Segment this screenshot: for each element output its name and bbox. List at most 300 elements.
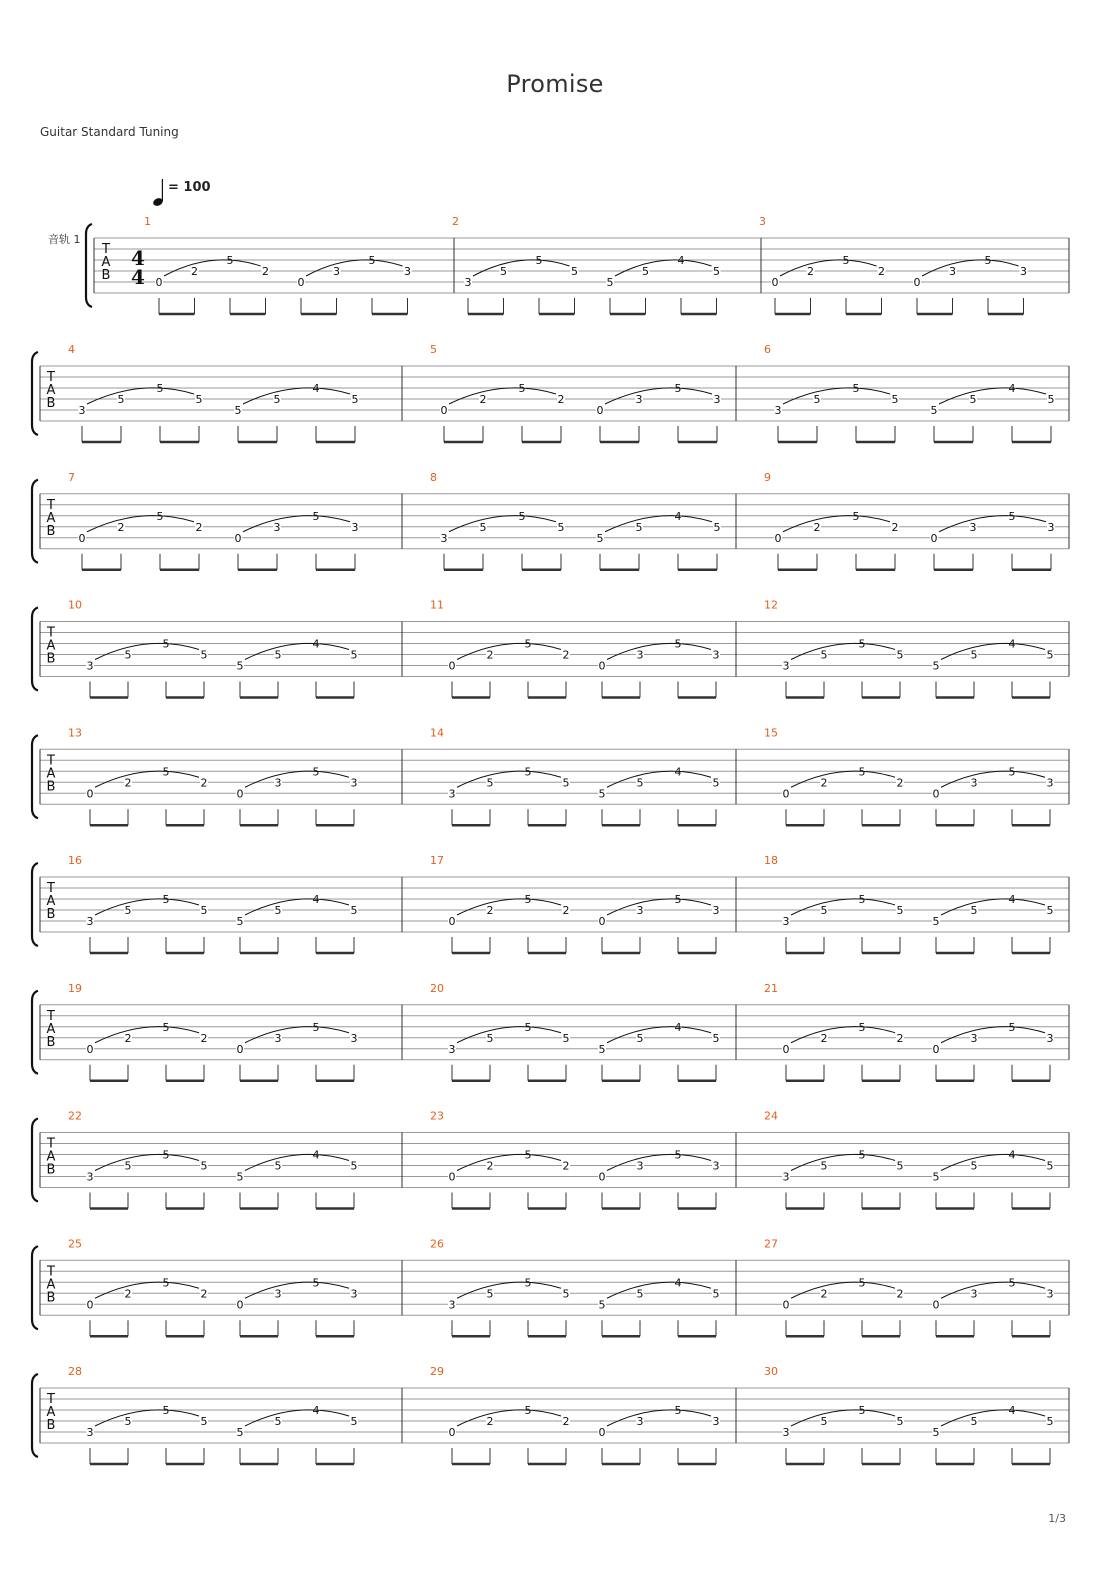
fret-number: 5	[274, 648, 282, 662]
fret-number: 3	[1046, 1287, 1054, 1301]
fret-number: 5	[674, 637, 682, 651]
fret-number: 5	[970, 1159, 978, 1173]
measure-number: 14	[430, 726, 444, 740]
fret-number: 3	[774, 404, 782, 417]
fret-number: 5	[674, 382, 682, 395]
fret-number: 5	[162, 1276, 170, 1290]
fret-number: 5	[312, 509, 320, 523]
fret-number: 5	[312, 1020, 320, 1034]
score-title: Promise	[506, 70, 604, 98]
fret-number: 5	[200, 904, 208, 917]
fret-number: 5	[117, 393, 125, 406]
fret-number: 5	[518, 509, 526, 523]
tab-clef-letter: A	[101, 255, 111, 270]
fret-number: 5	[984, 254, 992, 267]
tab-clef-letter: T	[47, 1136, 55, 1152]
measure	[452, 215, 721, 314]
fret-number: 3	[448, 1298, 456, 1312]
fret-number: 5	[1047, 393, 1055, 406]
tab-clef-letter: B	[46, 396, 56, 411]
fret-number: 5	[162, 1020, 170, 1034]
fret-number: 5	[162, 637, 170, 651]
fret-number: 5	[635, 520, 643, 534]
measure-number: 17	[430, 854, 444, 867]
fret-number: 5	[162, 1148, 170, 1162]
fret-number: 5	[636, 1031, 644, 1045]
fret-number: 3	[78, 404, 86, 417]
slur-arc	[87, 516, 194, 532]
fret-number: 4	[674, 509, 682, 523]
slur-arc	[457, 771, 561, 790]
fret-number: 3	[782, 915, 790, 928]
fret-number: 5	[200, 648, 208, 662]
fret-number: 0	[155, 276, 163, 289]
fret-number: 2	[896, 776, 904, 790]
measure	[68, 1110, 358, 1209]
slur-arc	[245, 643, 349, 659]
fret-number: 5	[852, 509, 860, 523]
measure-number: 27	[764, 1237, 778, 1251]
slur-arc	[791, 899, 895, 915]
slur-arc	[941, 1027, 1045, 1043]
fret-number: 2	[124, 776, 132, 790]
slur-arc	[164, 260, 261, 276]
fret-number: 5	[234, 404, 242, 417]
fret-number: 2	[562, 648, 570, 662]
track-name: 音轨 1	[48, 233, 81, 246]
fret-number: 5	[562, 1287, 570, 1301]
fret-number: 3	[86, 1170, 94, 1184]
measure-number: 10	[68, 598, 82, 612]
slur-arc	[615, 260, 712, 276]
fret-number: 5	[713, 265, 720, 278]
fret-number: 5	[200, 1415, 208, 1428]
fret-number: 3	[636, 648, 644, 662]
staff-system	[32, 343, 1069, 442]
fret-number: 5	[820, 1415, 828, 1428]
fret-number: 5	[674, 1404, 682, 1417]
fret-number: 5	[162, 765, 170, 779]
slur-arc	[449, 516, 556, 532]
fret-number: 2	[486, 1415, 494, 1428]
fret-number: 5	[486, 1287, 494, 1301]
slur-arc	[791, 771, 895, 790]
tab-clef-letter: B	[46, 523, 56, 539]
fret-number: 5	[195, 393, 203, 406]
slur-arc	[607, 1410, 711, 1426]
fret-number: 3	[350, 776, 358, 790]
fret-number: 3	[713, 393, 721, 406]
fret-number: 0	[932, 1298, 940, 1312]
measure-number: 22	[68, 1109, 82, 1123]
fret-number: 3	[274, 776, 282, 790]
fret-number: 2	[807, 265, 814, 278]
fret-number: 4	[312, 893, 320, 906]
slur-arc	[306, 260, 403, 276]
fret-number: 2	[562, 1415, 570, 1428]
slur-arc	[780, 260, 877, 276]
fret-number: 2	[486, 904, 494, 917]
fret-number: 5	[713, 520, 721, 534]
slur-arc	[95, 771, 199, 790]
fret-number: 5	[813, 393, 821, 406]
fret-number: 5	[642, 265, 649, 278]
fret-number: 5	[1008, 509, 1016, 523]
tab-clef-letter: A	[46, 638, 56, 654]
system-bracket	[32, 1246, 38, 1329]
slur-arc	[941, 643, 1045, 659]
fret-number: 3	[782, 1426, 790, 1439]
fret-number: 5	[858, 1020, 866, 1034]
fret-number: 5	[518, 382, 526, 395]
fret-number: 0	[598, 1170, 606, 1184]
measure-number: 9	[764, 470, 771, 484]
slur-arc	[941, 899, 1045, 915]
staff-system	[32, 854, 1069, 953]
fret-number: 4	[312, 1404, 320, 1417]
slur-arc	[95, 1027, 199, 1043]
fret-number: 5	[896, 904, 904, 917]
fret-number: 5	[932, 1426, 940, 1439]
fret-number: 5	[162, 893, 170, 906]
slur-arc	[791, 643, 895, 659]
fret-number: 5	[932, 1170, 940, 1184]
tab-clef-letter: T	[47, 497, 55, 513]
fret-number: 2	[896, 1287, 904, 1301]
measure	[68, 854, 358, 953]
fret-number: 3	[350, 1031, 358, 1045]
fret-number: 0	[78, 531, 86, 545]
fret-number: 5	[712, 776, 720, 790]
fret-number: 3	[1020, 265, 1027, 278]
fret-number: 3	[86, 1426, 94, 1439]
slur-arc	[607, 771, 711, 790]
fret-number: 0	[86, 787, 94, 801]
fret-number: 3	[712, 648, 720, 662]
fret-number: 5	[274, 904, 282, 917]
measure-number: 29	[430, 1365, 444, 1378]
fret-number: 0	[598, 915, 606, 928]
fret-number: 2	[200, 776, 208, 790]
fret-number: 5	[273, 393, 281, 406]
fret-number: 5	[636, 776, 644, 790]
measure	[759, 215, 1028, 314]
measure	[764, 343, 1055, 442]
fret-number: 0	[448, 1426, 456, 1439]
fret-number: 0	[440, 404, 448, 417]
tab-clef-letter: A	[46, 894, 56, 909]
measure-number: 11	[430, 598, 444, 612]
fret-number: 0	[448, 915, 456, 928]
staff-system	[32, 599, 1069, 698]
measure-number: 23	[430, 1109, 444, 1123]
fret-number: 4	[312, 382, 320, 395]
fret-number: 3	[969, 520, 977, 534]
tab-clef-letter: A	[46, 1405, 56, 1420]
fret-number: 3	[1046, 776, 1054, 790]
fret-number: 5	[524, 637, 532, 651]
fret-number: 5	[858, 1276, 866, 1290]
slur-arc	[941, 1282, 1045, 1301]
fret-number: 2	[562, 904, 570, 917]
fret-number: 5	[969, 393, 977, 406]
staff-system	[32, 982, 1069, 1081]
slur-arc	[245, 771, 349, 790]
measure	[764, 726, 1054, 825]
fret-number: 5	[236, 915, 244, 928]
fret-number: 5	[820, 648, 828, 662]
tuning-label: Guitar Standard Tuning	[40, 125, 179, 139]
measure	[68, 599, 358, 698]
slur-arc	[791, 1027, 895, 1043]
slur-arc	[607, 1027, 711, 1043]
fret-number: 5	[858, 637, 866, 651]
fret-number: 0	[448, 1170, 456, 1184]
fret-number: 5	[312, 1276, 320, 1290]
system-bracket	[32, 1119, 38, 1202]
fret-number: 5	[896, 648, 904, 662]
fret-number: 5	[1046, 904, 1054, 917]
tab-clef-letter: T	[47, 1264, 55, 1280]
measure	[764, 982, 1054, 1081]
measure	[68, 1237, 358, 1336]
measure-number: 6	[764, 343, 771, 356]
measure-number: 12	[764, 598, 778, 612]
fret-number: 0	[598, 659, 606, 673]
staff-system	[32, 726, 1069, 825]
fret-number: 5	[636, 1287, 644, 1301]
slur-arc	[245, 1282, 349, 1301]
measure	[68, 982, 358, 1081]
measure-number: 18	[764, 854, 778, 867]
measure	[68, 471, 359, 570]
slur-arc	[783, 388, 890, 404]
fret-number: 5	[598, 1042, 606, 1056]
slur-arc	[605, 516, 712, 532]
fret-number: 4	[312, 637, 320, 651]
measure-number: 8	[430, 470, 437, 484]
fret-number: 5	[598, 1298, 606, 1312]
fret-number: 5	[820, 904, 828, 917]
fret-number: 5	[350, 1415, 358, 1428]
fret-number: 3	[351, 520, 359, 534]
fret-number: 4	[1008, 637, 1016, 651]
fret-number: 3	[712, 1159, 720, 1173]
slur-arc	[457, 1027, 561, 1043]
fret-number: 3	[636, 1159, 644, 1173]
tab-clef-letter: B	[101, 268, 111, 283]
fret-number: 3	[970, 1031, 978, 1045]
fret-number: 5	[858, 1404, 866, 1417]
slur-arc	[245, 1154, 349, 1170]
fret-number: 3	[274, 1287, 282, 1301]
staff-system	[32, 1365, 1069, 1464]
fret-number: 5	[124, 1159, 132, 1173]
page-number: 1/3	[1048, 1512, 1066, 1525]
tab-clef-letter: B	[46, 1162, 56, 1178]
fret-number: 2	[124, 1287, 132, 1301]
slur-arc	[939, 516, 1046, 532]
tab-clef-letter: T	[47, 1008, 55, 1024]
fret-number: 5	[226, 254, 234, 267]
fret-number: 2	[896, 1031, 904, 1045]
fret-number: 2	[262, 265, 269, 278]
fret-number: 0	[596, 404, 604, 417]
slur-arc	[457, 1154, 561, 1170]
fret-number: 3	[86, 659, 94, 673]
fret-number: 5	[350, 648, 358, 662]
fret-number: 2	[200, 1031, 208, 1045]
slur-arc	[791, 1410, 895, 1426]
fret-number: 5	[124, 904, 132, 917]
fret-number: 2	[195, 520, 203, 534]
fret-number: 0	[932, 787, 940, 801]
fret-number: 5	[858, 1148, 866, 1162]
slur-arc	[95, 1410, 199, 1426]
fret-number: 5	[562, 1031, 570, 1045]
measure	[430, 599, 720, 698]
fret-number: 5	[200, 1159, 208, 1173]
slur-arc	[791, 1282, 895, 1301]
measure-number: 1	[144, 215, 151, 228]
fret-number: 5	[162, 1404, 170, 1417]
fret-number: 0	[448, 659, 456, 673]
measure-number: 2	[452, 215, 459, 228]
tab-clef-letter: T	[47, 753, 55, 769]
fret-number: 0	[236, 787, 244, 801]
fret-number: 0	[86, 1042, 94, 1056]
fret-number: 5	[350, 1159, 358, 1173]
fret-number: 2	[200, 1287, 208, 1301]
fret-number: 2	[820, 1031, 828, 1045]
measure-number: 21	[764, 981, 778, 995]
tab-clef-letter: T	[47, 1392, 55, 1407]
measure	[764, 1110, 1054, 1209]
fret-number: 5	[486, 1031, 494, 1045]
measure	[430, 726, 720, 825]
fret-number: 5	[236, 1170, 244, 1184]
fret-number: 5	[1046, 1159, 1054, 1173]
fret-number: 3	[86, 915, 94, 928]
measure-number: 4	[68, 343, 75, 356]
measure-number: 28	[68, 1365, 82, 1378]
slur-arc	[243, 388, 350, 404]
fret-number: 5	[1008, 1020, 1016, 1034]
slur-arc	[457, 1282, 561, 1301]
system-bracket	[32, 735, 38, 818]
time-signature-top: 4	[131, 246, 145, 270]
fret-number: 5	[274, 1159, 282, 1173]
fret-number: 3	[635, 393, 643, 406]
tab-clef-letter: A	[46, 1149, 56, 1165]
fret-number: 4	[674, 765, 682, 779]
fret-number: 5	[156, 509, 164, 523]
tab-clef-letter: B	[46, 907, 56, 922]
measure-number: 13	[68, 726, 82, 740]
tab-clef-letter: B	[46, 779, 56, 795]
fret-number: 5	[1046, 1415, 1054, 1428]
fret-number: 2	[191, 265, 198, 278]
tab-clef-letter: B	[46, 1290, 56, 1306]
slur-arc	[607, 899, 711, 915]
fret-number: 5	[712, 1287, 720, 1301]
fret-number: 4	[1008, 893, 1016, 906]
fret-number: 5	[598, 787, 606, 801]
fret-number: 5	[479, 520, 487, 534]
fret-number: 5	[350, 904, 358, 917]
slur-arc	[473, 260, 570, 276]
tab-clef-letter: T	[47, 881, 55, 896]
fret-number: 0	[234, 531, 242, 545]
staff-system	[32, 471, 1069, 570]
fret-number: 4	[677, 254, 685, 267]
fret-number: 5	[606, 276, 614, 289]
slur-arc	[449, 388, 556, 404]
fret-number: 0	[782, 1298, 790, 1312]
system-bracket	[86, 224, 92, 307]
fret-number: 3	[274, 1031, 282, 1045]
fret-number: 5	[596, 531, 604, 545]
fret-number: 0	[782, 787, 790, 801]
measure-number: 20	[430, 981, 444, 995]
fret-number: 5	[842, 254, 850, 267]
fret-number: 3	[782, 1170, 790, 1184]
fret-number: 3	[440, 531, 448, 545]
fret-number: 5	[896, 1159, 904, 1173]
tempo-value: = 100	[168, 180, 211, 195]
fret-number: 0	[86, 1298, 94, 1312]
fret-number: 5	[124, 1415, 132, 1428]
measure	[764, 471, 1055, 570]
fret-number: 5	[571, 265, 578, 278]
system-bracket	[32, 608, 38, 691]
fret-number: 5	[524, 1020, 532, 1034]
staff-system	[32, 1237, 1069, 1336]
system-bracket	[32, 991, 38, 1074]
measure	[764, 1365, 1054, 1464]
measure-number: 26	[430, 1237, 444, 1251]
fret-number: 3	[448, 1042, 456, 1056]
fret-number: 2	[813, 520, 821, 534]
slur-arc	[605, 388, 712, 404]
measure	[764, 599, 1054, 698]
tab-clef-letter: A	[46, 766, 56, 782]
measure-number: 7	[68, 470, 75, 484]
fret-number: 3	[949, 265, 956, 278]
measure	[430, 1237, 720, 1336]
slur-arc	[457, 1410, 561, 1426]
fret-number: 2	[557, 393, 565, 406]
measure	[68, 343, 359, 442]
fret-number: 5	[156, 382, 164, 395]
measure-number: 30	[764, 1365, 778, 1378]
fret-number: 3	[970, 1287, 978, 1301]
fret-number: 0	[297, 276, 305, 289]
slur-arc	[941, 1154, 1045, 1170]
measure-number: 16	[68, 854, 82, 867]
fret-number: 5	[891, 393, 899, 406]
fret-number: 3	[1047, 520, 1055, 534]
slur-arc	[607, 1154, 711, 1170]
fret-number: 5	[1008, 765, 1016, 779]
measure	[764, 854, 1054, 953]
tab-clef-letter: T	[47, 370, 55, 385]
fret-number: 3	[464, 276, 472, 289]
fret-number: 2	[117, 520, 125, 534]
fret-number: 5	[674, 1148, 682, 1162]
fret-number: 0	[598, 1426, 606, 1439]
fret-number: 5	[486, 776, 494, 790]
